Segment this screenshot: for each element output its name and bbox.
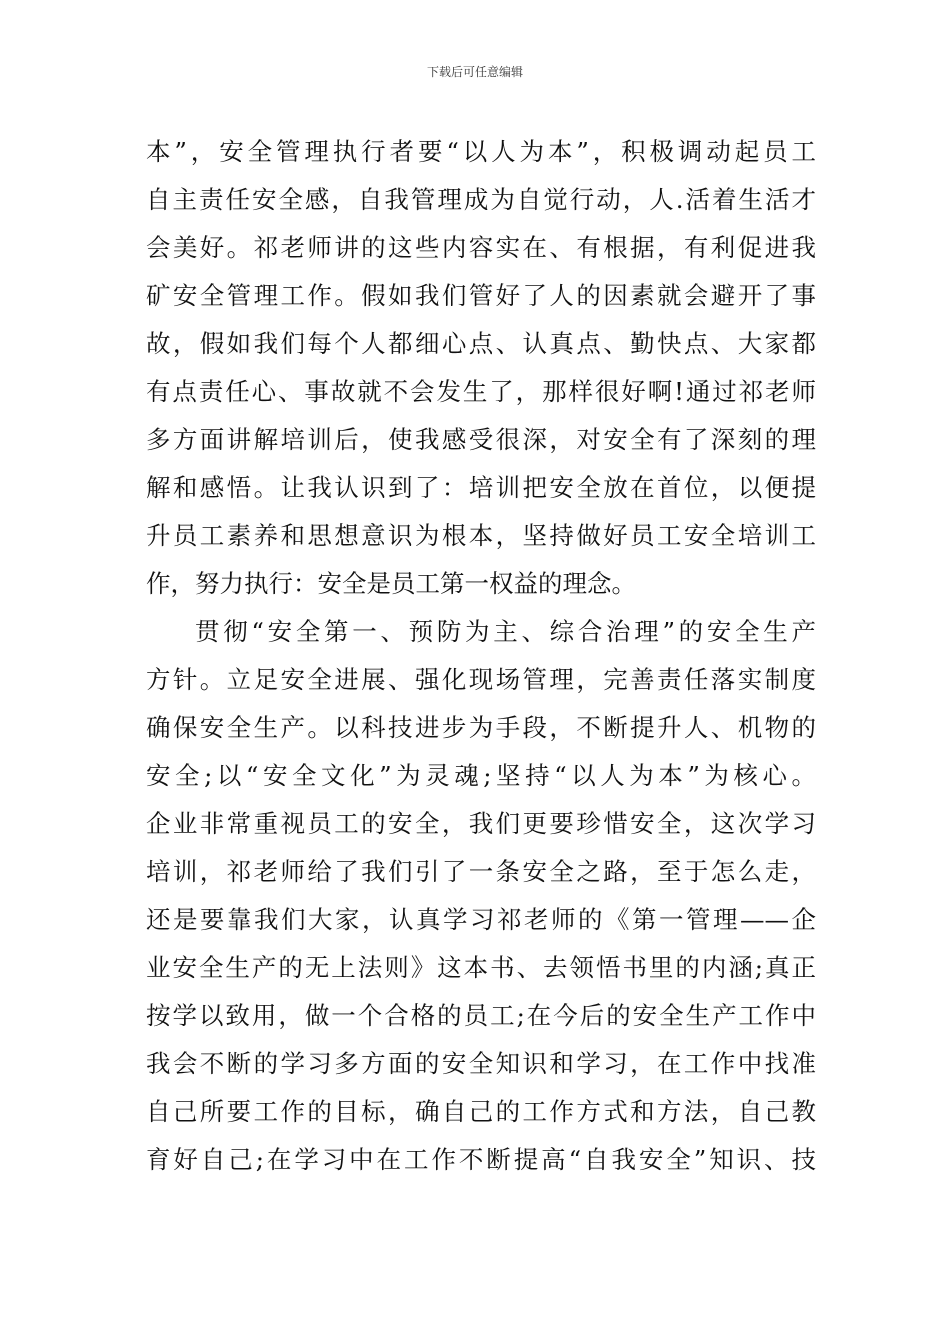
text-line: 自主责任安全感，自我管理成为自觉行动，人.活着生活才 xyxy=(146,185,816,214)
text-line: 培训，祁老师给了我们引了一条安全之路，至于怎么走， xyxy=(146,857,816,886)
text-line: 我会不断的学习多方面的安全知识和学习，在工作中找准 xyxy=(146,1049,816,1078)
text-line: 按学以致用，做一个合格的员工;在今后的安全生产工作中 xyxy=(146,1001,816,1030)
text-line: 企业非常重视员工的安全，我们更要珍惜安全，这次学习 xyxy=(146,809,816,838)
text-line: 安全;以“安全文化”为灵魂;坚持“以人为本”为核心。 xyxy=(146,761,816,790)
text-line: 故，假如我们每个人都细心点、认真点、勤快点、大家都 xyxy=(146,329,816,358)
document-body xyxy=(146,128,816,1184)
text-line: 作，努力执行：安全是员工第一权益的理念。 xyxy=(146,569,636,598)
text-line: 自己所要工作的目标，确自己的工作方式和方法，自己教 xyxy=(146,1097,816,1126)
text-line: 有点责任心、事故就不会发生了，那样很好啊!通过祁老师 xyxy=(146,377,816,406)
text-line: 矿安全管理工作。假如我们管好了人的因素就会避开了事 xyxy=(146,281,816,310)
text-line: 升员工素养和思想意识为根本，坚持做好员工安全培训工 xyxy=(146,521,816,550)
text-line: 确保安全生产。以科技进步为手段，不断提升人、机物的 xyxy=(146,713,816,742)
text-line: 育好自己;在学习中在工作不断提高“自我安全”知识、技 xyxy=(146,1145,816,1174)
text-line: 方针。立足安全进展、强化现场管理，完善责任落实制度 xyxy=(146,665,816,694)
text-line: 业安全生产的无上法则》这本书、去领悟书里的内涵;真正 xyxy=(146,953,816,982)
text-line: 还是要靠我们大家，认真学习祁老师的《第一管理——企 xyxy=(146,905,816,934)
text-line: 本”，安全管理执行者要“以人为本”，积极调动起员工 xyxy=(146,137,816,166)
page-header: 下载后可任意编辑 xyxy=(426,65,523,79)
paragraph-first-line: 贯彻“安全第一、预防为主、综合治理”的安全生产 xyxy=(195,617,816,646)
text-line: 会美好。祁老师讲的这些内容实在、有根据，有利促进我 xyxy=(146,233,816,262)
text-line: 解和感悟。让我认识到了：培训把安全放在首位，以便提 xyxy=(146,473,816,502)
text-line: 多方面讲解培训后，使我感受很深，对安全有了深刻的理 xyxy=(146,425,816,454)
